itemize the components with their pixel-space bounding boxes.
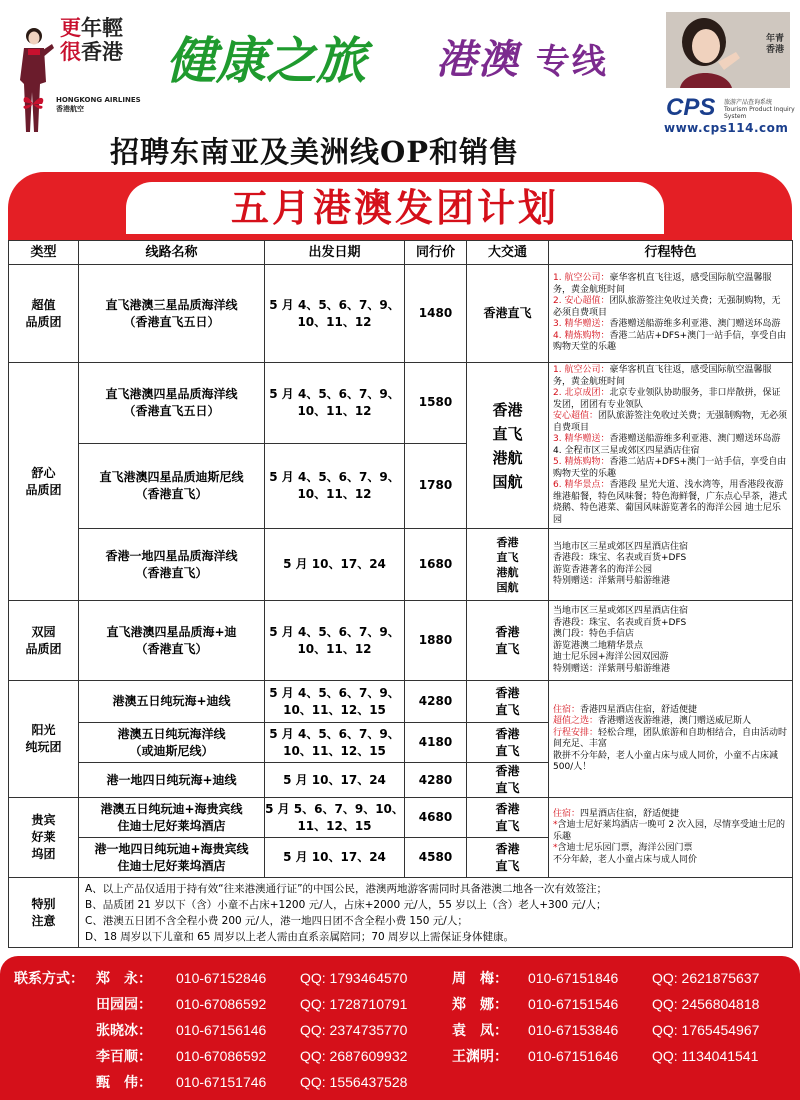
feature-highlight: 超值之选： <box>553 716 599 726</box>
feature-text: 4. 全程市区三星或郊区四星酒店住宿 <box>553 445 700 456</box>
header-trans: 大交通 <box>467 241 549 265</box>
contact-qq[interactable]: QQ: 1793464570 <box>300 970 408 986</box>
date-line: 11、12、15 <box>297 818 372 833</box>
note-line: C、港澳五日团不含全程小费 200 元/人，港一地四日团不含全程小费 150 元/人； <box>85 914 468 927</box>
transport-line: 港航 <box>492 448 523 467</box>
feature-highlight: 6. 精华景点： <box>553 480 610 490</box>
transport-line: 香港 <box>495 801 520 816</box>
ad-photo-text <box>766 34 784 56</box>
table-header-row <box>9 241 793 265</box>
date-line: 5 月 4、5、6、7、9、 <box>269 297 400 312</box>
contact-phone[interactable]: 010-67156146 <box>176 1022 267 1038</box>
feature-item <box>553 434 788 446</box>
feature-text: 香港四星酒店住宿，舒适便捷 <box>580 704 698 715</box>
price-cell: 4280 <box>405 681 467 723</box>
transport-cell <box>467 681 549 723</box>
transport-cell <box>467 601 549 681</box>
notes-row <box>9 878 793 948</box>
date-cell: 5 月 10、17、24 <box>265 529 405 601</box>
group-type-line: 品质团 <box>25 482 62 497</box>
contact-entry <box>452 968 759 988</box>
date-line: 10、11、12、15 <box>283 743 386 758</box>
route-cell <box>79 363 265 444</box>
feature-item: 澳门段：特色手信店 <box>553 629 635 639</box>
feature-highlight: 1. 航空公司： <box>553 365 610 375</box>
route-sub: （香港直飞） <box>135 486 208 501</box>
contact-footer <box>0 956 800 1100</box>
features-cell <box>549 265 793 363</box>
date-cell <box>265 681 405 723</box>
header-route: 线路名称 <box>79 241 265 265</box>
route-cell: 港一地四日纯玩海+迪线 <box>79 763 265 798</box>
transport-cell: 香港直飞 <box>467 265 549 363</box>
transport-line: 香港 <box>495 764 520 778</box>
feature-text: 香港赠送船游维多利亚港、澳门赠送环岛游 <box>609 434 781 444</box>
feature-item <box>553 365 788 388</box>
note-line: A、以上产品仅适用于持有效“往来港澳通行证”的中国公民，港澳两地游客需同时具备港澳二地各一次有效签注； <box>85 882 608 895</box>
group-type-line: 超值 <box>31 297 56 312</box>
contact-name: 李百顺： <box>96 1049 152 1065</box>
plan-banner <box>8 172 792 240</box>
feature-item: 游览香港著名的海洋公园 <box>553 564 653 575</box>
feature-item: 香港段：珠宝、名表或百货+DFS <box>553 617 687 628</box>
transport-line: 直飞 <box>492 424 523 443</box>
feature-text: 北京专业领队协助服务，非口岸散拼，保证发团，团团有专业领队 <box>553 388 781 410</box>
feature-highlight: 1. 航空公司： <box>553 273 610 284</box>
feature-text: 不分年龄，老人小童占床与成人同价 <box>553 854 698 865</box>
contact-name: 袁 凤： <box>452 1023 508 1039</box>
hkmo-line-title <box>436 28 608 85</box>
transport-line: 香港 <box>495 624 520 639</box>
contact-qq[interactable]: QQ: 1765454967 <box>652 1022 760 1038</box>
route-cell <box>79 838 265 878</box>
date-line: 10、11、12 <box>297 641 372 656</box>
date-line: 5 月 5、6、7、9、10、 <box>265 801 404 816</box>
transport-line: 直飞 <box>495 702 520 717</box>
contact-name: 田园园： <box>96 997 152 1013</box>
ad-photo-text-1: 年青 <box>765 34 784 44</box>
feature-highlight: 4. 精炼购物： <box>553 330 610 341</box>
features-cell <box>549 798 793 878</box>
features-cell <box>549 363 793 529</box>
date-line: 5 月 4、5、6、7、9、 <box>269 624 400 639</box>
table-row <box>9 601 793 681</box>
feature-item: 当地市区三星或郊区四星酒店住宿 <box>553 541 689 552</box>
group-type-cell <box>9 601 79 681</box>
date-line: 5 月 4、5、6、7、9、 <box>269 726 400 741</box>
health-trip-text: 健康之旅 <box>166 31 366 90</box>
route-cell: 港澳五日纯玩海+迪线 <box>79 681 265 723</box>
feature-highlight: 5. 精炼购物： <box>553 457 610 467</box>
transport-line: 国航 <box>492 472 523 491</box>
transport-line: 港航 <box>496 565 519 579</box>
date-line: 10、11、12 <box>297 314 372 329</box>
date-line: 10、11、12 <box>297 403 372 418</box>
airline-name <box>56 96 141 114</box>
stewardess-figure-icon <box>10 22 56 134</box>
group-type-cell <box>9 265 79 363</box>
plan-banner-inner <box>126 182 664 234</box>
feature-text: 团队旅游签注免收过关费；无强制购物，无必须自费项目 <box>553 296 781 318</box>
feature-text: 豪华客机直飞往返，感受国际航空温馨服务，黄金航班时间 <box>553 273 772 295</box>
contact-entry <box>452 1046 758 1066</box>
features-cell <box>549 529 793 601</box>
brand-slogan <box>60 16 123 64</box>
feature-highlight: 住宿： <box>553 808 581 819</box>
health-trip-title <box>164 18 394 98</box>
slogan-red-1: 更 <box>60 15 81 40</box>
group-type-line: 双园 <box>31 624 56 639</box>
cps-url-link[interactable]: www.cps114.com <box>664 121 789 135</box>
contact-phone[interactable]: 010-67153846 <box>528 1022 619 1038</box>
route-cell <box>79 443 265 528</box>
slogan-rest-2: 香港 <box>81 39 123 64</box>
hongkong-airlines-ad <box>10 12 145 132</box>
notes-cell <box>79 878 793 948</box>
features-cell <box>549 601 793 681</box>
hkmo-text: 港澳 <box>436 36 520 83</box>
feature-item <box>553 855 788 867</box>
route-sub: 住迪士尼好莱坞酒店 <box>117 858 226 873</box>
feature-text: 香港赠送船游维多利亚港、澳门赠送环岛游 <box>609 319 781 330</box>
feature-highlight: * <box>553 843 558 854</box>
date-line: 10、11、12、15 <box>283 702 386 717</box>
group-type-line: 阳光 <box>31 723 56 737</box>
route-cell <box>79 798 265 838</box>
cps-logo: CPS <box>666 94 716 121</box>
feature-highlight: 3. 精华赠送： <box>553 434 610 444</box>
transport-line: 直飞 <box>495 781 520 795</box>
contact-phone[interactable]: 010-67086592 <box>176 996 267 1012</box>
header-date: 出发日期 <box>265 241 405 265</box>
date-cell <box>265 601 405 681</box>
airline-name-cn: 香港航空 <box>56 105 84 113</box>
route-sub: （香港直飞五日） <box>123 403 220 418</box>
notes-label-cell <box>9 878 79 948</box>
group-type-line: 舒心 <box>31 465 56 480</box>
price-cell: 4680 <box>405 798 467 838</box>
feature-item <box>553 273 788 296</box>
route-name: 港澳五日纯玩迪+海贵宾线 <box>100 801 243 816</box>
date-cell <box>265 265 405 363</box>
group-type-line: 贵宾 <box>31 813 56 827</box>
note-line: D、18 周岁以下儿童和 65 周岁以上老人需由直系亲属陪同；70 周岁以上需保证身体健康。 <box>85 930 515 943</box>
route-name: 港澳五日纯玩海洋线 <box>117 726 226 741</box>
group-type-line: 好莱 <box>31 830 56 844</box>
feature-text: 香港二站店+DFS+澳门一站手信，享受自由购物天堂的乐趣 <box>553 330 787 353</box>
slogan-rest-1: 年輕 <box>81 15 123 40</box>
special-line-text: 专线 <box>535 42 608 82</box>
table-row <box>9 529 793 601</box>
contact-phone[interactable]: 010-67152846 <box>176 970 267 986</box>
route-name: 港一地四日纯玩迪+海贵宾线 <box>94 841 249 856</box>
ad-photo-text-2: 香港 <box>765 45 784 55</box>
transport-line: 香港 <box>495 726 520 741</box>
table-row <box>9 798 793 838</box>
contact-qq[interactable]: QQ: 1556437528 <box>300 1074 408 1090</box>
transport-cell <box>467 723 549 763</box>
price-cell: 1880 <box>405 601 467 681</box>
contact-label: 联系方式： <box>14 971 84 987</box>
feature-item <box>553 457 788 480</box>
notes-label-line: 注意 <box>31 913 56 928</box>
price-cell: 4280 <box>405 763 467 798</box>
date-line: 5 月 4、5、6、7、9、 <box>269 685 400 700</box>
route-name: 香港一地四星品质海洋线 <box>105 548 238 563</box>
contact-qq[interactable]: QQ: 1134041541 <box>652 1048 759 1064</box>
contact-qq[interactable]: QQ: 2374735770 <box>300 1022 408 1038</box>
feature-item <box>553 716 788 728</box>
feature-text: 散拼不分年龄，老人小童占床与成人同价，小童不占床减 500/人！ <box>553 750 779 772</box>
feature-text: 含迪士尼乐园门票，海洋公园门票 <box>557 843 693 854</box>
group-type-line: 坞团 <box>31 847 56 861</box>
transport-line: 直飞 <box>495 818 520 833</box>
date-cell: 5 月 10、17、24 <box>265 763 405 798</box>
plan-title: 五月港澳发团计划 <box>230 185 559 230</box>
route-cell <box>79 723 265 763</box>
route-name: 直飞港澳四星品质海+迪 <box>106 624 237 639</box>
route-name: 直飞港澳三星品质海洋线 <box>105 297 238 312</box>
date-line: 5 月 4、5、6、7、9、 <box>269 386 400 401</box>
date-cell: 5 月 10、17、24 <box>265 838 405 878</box>
contact-name: 郑 永： <box>96 971 152 987</box>
slogan-red-2: 很 <box>60 39 81 64</box>
contact-name: 张晓冰： <box>96 1023 152 1039</box>
header-price: 同行价 <box>405 241 467 265</box>
transport-line: 直飞 <box>495 743 520 758</box>
feature-item <box>553 843 788 855</box>
contact-name: 郑 娜： <box>452 997 508 1013</box>
feature-item <box>553 820 788 843</box>
price-cell: 4180 <box>405 723 467 763</box>
bauhinia-logo-icon <box>18 92 48 116</box>
contact-qq[interactable]: QQ: 2456804818 <box>652 996 760 1012</box>
contact-entry <box>96 968 407 988</box>
contact-entry <box>96 994 407 1014</box>
contact-entry <box>452 994 759 1014</box>
feature-text: 轻松合理，团队旅游和自助相结合，自由活动时间充足、丰富 <box>553 727 788 749</box>
feature-item: 香港段：珠宝、名表或百货+DFS <box>553 553 687 563</box>
date-cell <box>265 443 405 528</box>
feature-text: 香港赠送夜游维港，澳门赠送威尼斯人 <box>598 716 752 726</box>
route-sub: （或迪斯尼线） <box>129 743 214 758</box>
contact-entry <box>452 1020 759 1040</box>
group-type-cell <box>9 363 79 601</box>
transport-line: 直飞 <box>495 641 520 656</box>
group-type-cell <box>9 681 79 798</box>
route-sub: 住迪士尼好莱坞酒店 <box>117 818 226 833</box>
feature-text: 香港二站店+DFS+澳门一站手信，享受自由购物天堂的乐趣 <box>553 457 787 479</box>
feature-text: 含迪士尼好莱坞酒店一晚可 2 次入园，尽情享受迪士尼的乐趣 <box>553 820 785 842</box>
transport-line: 香港 <box>492 400 523 419</box>
transport-cell <box>467 529 549 601</box>
route-cell <box>79 265 265 363</box>
date-cell <box>265 363 405 444</box>
tour-plan-table <box>8 240 793 948</box>
header-features: 行程特色 <box>549 241 793 265</box>
feature-text: 豪华客机直飞往返，感受国际航空温馨服务，黄金航班时间 <box>553 365 772 387</box>
group-type-line: 品质团 <box>25 314 62 329</box>
route-sub: （香港直飞） <box>135 641 208 656</box>
feature-item: 游览港澳二地精华景点 <box>553 640 644 651</box>
table-row <box>9 265 793 363</box>
feature-text: 香港段 星光大道、浅水湾等，用香港段夜游维港船餐，特色风味餐；特色海鲜餐，广东点心早茶，港式烧鹅、特色港菜、葡国风味游览著名的海洋公园 迪士尼乐园 <box>553 480 788 525</box>
transport-line: 直飞 <box>496 550 519 564</box>
feature-highlight: 3. 精华赠送： <box>553 319 610 330</box>
date-line: 5 月 4、5、6、7、9、 <box>269 469 400 484</box>
cps-subtitle-en: Tourism Product Inquiry System <box>724 106 795 120</box>
feature-item: 迪士尼乐园+海洋公园双园游 <box>553 652 669 662</box>
contact-phone[interactable]: 010-67151746 <box>176 1074 267 1090</box>
route-sub: （香港直飞） <box>135 565 208 580</box>
price-cell: 1680 <box>405 529 467 601</box>
transport-cell <box>467 763 549 798</box>
contact-qq[interactable]: QQ: 2687609932 <box>300 1048 408 1064</box>
feature-highlight: 2. 北京成团： <box>553 388 610 398</box>
transport-line: 直飞 <box>495 858 520 873</box>
airline-name-en: HONGKONG AIRLINES <box>56 96 141 104</box>
transport-cell <box>467 838 549 878</box>
tour-plan-table-wrap <box>8 240 792 948</box>
feature-text: 团队旅游签注免收过关费；无强制购物，无必须自费项目 <box>553 411 788 433</box>
table-row <box>9 681 793 723</box>
feature-item <box>553 705 788 717</box>
feature-highlight: 住宿： <box>553 704 581 715</box>
feature-item <box>553 809 788 821</box>
cps-subtitle-cn: 旅游产品查询系统 <box>724 99 773 106</box>
feature-item <box>553 319 788 331</box>
transport-cell <box>467 363 549 529</box>
feature-text: 四星酒店住宿，舒适便捷 <box>580 808 680 819</box>
transport-line: 香港 <box>495 841 520 856</box>
feature-item <box>553 388 788 411</box>
note-line: B、品质团 21 岁以下（含）小童不占床+1200 元/人，占床+2000 元/人，55 岁以上（含）老人+300 元/人； <box>85 898 607 911</box>
contact-qq[interactable]: QQ: 1728710791 <box>300 996 408 1012</box>
feature-item: 特别赠送：洋紫荆号船游维港 <box>553 576 671 586</box>
contact-name: 王渊明： <box>452 1049 508 1065</box>
header-type: 类型 <box>9 241 79 265</box>
ad-photo <box>666 12 790 88</box>
feature-item <box>553 296 788 319</box>
route-name: 直飞港澳四星品质海洋线 <box>105 386 238 401</box>
notes-label-line: 特别 <box>31 896 56 911</box>
contact-entry <box>96 1020 407 1040</box>
route-name: 直飞港澳四星品质迪斯尼线 <box>99 469 244 484</box>
feature-item <box>553 480 788 526</box>
cps-subtitle <box>724 99 800 120</box>
date-cell <box>265 723 405 763</box>
transport-cell <box>467 798 549 838</box>
price-cell: 1480 <box>405 265 467 363</box>
transport-line: 香港 <box>495 685 520 700</box>
contact-qq[interactable]: QQ: 2621875637 <box>652 970 760 986</box>
feature-item <box>553 751 788 774</box>
contact-entry <box>96 1046 407 1066</box>
contact-name: 周 梅： <box>452 971 508 987</box>
feature-highlight: 行程安排： <box>553 727 599 738</box>
feature-item <box>553 411 788 434</box>
date-cell <box>265 798 405 838</box>
table-row <box>9 363 793 444</box>
poster-header <box>0 0 800 172</box>
feature-item <box>553 446 788 458</box>
contact-entry <box>96 1072 407 1092</box>
contact-phone[interactable]: 010-67151646 <box>528 1048 619 1064</box>
price-cell: 4580 <box>405 838 467 878</box>
price-cell: 1580 <box>405 363 467 444</box>
group-type-cell <box>9 798 79 878</box>
date-line: 10、11、12 <box>297 486 372 501</box>
feature-highlight: * <box>553 820 558 831</box>
feature-item: 特别赠送：洋紫荆号船游维港 <box>553 663 671 674</box>
transport-line: 国航 <box>496 580 519 594</box>
route-cell <box>79 529 265 601</box>
route-sub: （香港直飞五日） <box>123 314 220 329</box>
group-type-line: 纯玩团 <box>25 740 62 754</box>
feature-highlight: 安心超值： <box>553 411 599 421</box>
transport-line: 香港 <box>496 535 519 549</box>
contact-phone[interactable]: 010-67151846 <box>528 970 619 986</box>
feature-item <box>553 728 788 751</box>
recruit-heading: 招聘东南亚及美洲线OP和销售 <box>110 135 520 169</box>
price-cell: 1780 <box>405 443 467 528</box>
feature-highlight: 2. 安心超值： <box>553 296 610 307</box>
feature-item: 当地市区三星或郊区四星酒店住宿 <box>553 606 689 616</box>
feature-item <box>553 331 788 354</box>
group-type-line: 品质团 <box>25 641 62 656</box>
contact-phone[interactable]: 010-67086592 <box>176 1048 267 1064</box>
contact-name: 甄 伟： <box>96 1075 152 1091</box>
features-cell <box>549 681 793 798</box>
route-cell <box>79 601 265 681</box>
contact-phone[interactable]: 010-67151546 <box>528 996 619 1012</box>
